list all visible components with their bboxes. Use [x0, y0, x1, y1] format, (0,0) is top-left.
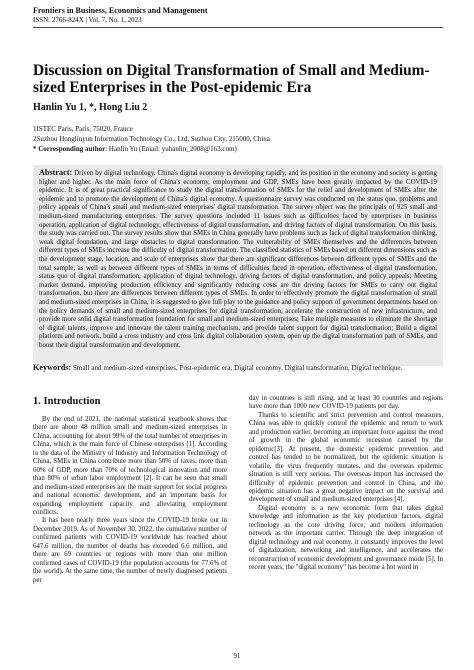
paragraph: Digital economy is a new economic form that takes digital knowledge and information as the key production factors, digital technology as the core driving force, and modern information network as the important carrier. Through the deep integration of digital technology and real economy, it constantly improves the level of digitalization, networking and intelligence, and accelerates the reconstruction of economic development and governance mode [5]. In recent years, the "digital economy" has become a hot word in — [249, 504, 443, 572]
keywords-label: Keywords: — [33, 363, 72, 372]
corresponding-author — [33, 144, 443, 154]
paragraph: day in countries is still rising, and at least 30 countries and regions have more than 1000 new COVID-19 patients per day. — [249, 395, 443, 411]
keywords-text: Small and medium-sized enterprises, Post-epidemic era, Digital economy, Digital transformation, Digital technique. — [71, 364, 403, 372]
paper-authors: Hanlin Yu 1, *, Hong Liu 2 — [33, 102, 148, 113]
journal-header — [33, 6, 443, 25]
affiliation-1: 1ISTEC Paris, Paris, 75020, France — [33, 125, 133, 133]
header-divider — [33, 27, 443, 28]
journal-issn: ISSN: 2766-824X | Vol. 7, No. 1, 2023 — [33, 16, 142, 24]
paragraph: By the end of 2021, the national statistical yearbook shows that there are about 48 million small and medium-sized enterprises in China, accounting for about 99% of the total number of enterprises in China, which is the main force of Chinese enterprises [1]. According to the data of the Ministry of Industry and Information Technology of China, SMEs in China contribute more than 50% of taxes, more than 60% of GDP, more than 70% of technological innovation and more than 80% of urban labor employment [2]. It can be seen that small and medium-sized enterprises are the main support for social progress and national economic development, and an important basis for expanding employment capacity and alleviating employment conflicts. — [33, 416, 227, 516]
paper-title: Discussion on Digital Transformation of Small and Medium-sized Enterprises in the Post-epidemic Era — [33, 62, 430, 96]
section-title-introduction: 1. Introduction — [33, 396, 101, 407]
body-column-right — [249, 395, 443, 640]
affiliation-2: 2Suzhou Honglinyun Information Technology Co., Ltd, Suzhou City, 215000, China — [33, 135, 270, 143]
abstract-box — [33, 165, 443, 366]
keywords — [33, 363, 443, 373]
corresponding-author-text: : Hanlin Yu (Email: yuhanlin_2008@163.com) — [105, 145, 237, 153]
journal-name: Frontiers in Business, Economics and Management — [33, 6, 208, 15]
paragraph: It has been nearly three years since the COVID-19 broke out in December 2019. As of November 30, 2022, the cumulative number of confirmed patients with COVID-19 worldwide has reached about 647.6 million, the number of deaths has exceeded 6.6 million, and there are 69 countries or regions with more than one million confirmed cases of COVID-19 (the population accounts for 77.6% of the world). At the same time, the number of newly diagnosed patients per — [33, 517, 227, 584]
affiliations — [33, 124, 443, 154]
body-column-left — [33, 416, 227, 640]
abstract-label: Abstract: — [39, 168, 73, 177]
corresponding-author-label: * Corresponding author — [33, 145, 106, 153]
paragraph: Thanks to scientific and strict prevention and control measures, China was able to quickly control the epidemic and return to work and production earlier, becoming an important force against the trend of growth in the global economic recession caused by the epidemic[3]. At present, the domestic epidemic prevention and control has tended to be normalized, but the epidemic situation is volatile, the virus frequently mutates, and the overseas epidemic situation is still very serious. The overseas import has increased the difficulty of epidemic prevention and control in China, and the epidemic situation has a great negative impact on the survival and development of small and medium-sized enterprises [4]. — [249, 411, 443, 504]
abstract-text: Driven by digital technology, China's digital economy is developing rapidly, and its position in the economy and society is getting higher and higher. As the main force of China's economy, employment and GDP, SMEs have been greatly impacted by the COVID-19 epidemic. It is of great practical significance to study the digital transformation of SMEs for the relief and development of SMEs after the epidemic and to promote the development of China's digital economy. A questionnaire survey was conducted on the status quo, problems and policy appeals of China's small and medium-sized enterprises' digital transformation. The survey object was the principals of 925 small and medium-sized manufacturing enterprises. The survey questions included 11 issues such as difficulties faced by enterprises in business operation, application of digital technology, effectiveness of digital transformation, and driving factors of digital transformation. On this basis, the study was carried out. The survey results show that SMEs in China generally have problems such as lack of digital transformation thinking, weak digital foundation, and large obstacles to digital transformation. The vulnerability of SMEs themselves and the differences between different types of SMEs increase the difficulty of digital transformation. The classified statistics of SMEs based on different dimensions such as the development stage, location, and scale of enterprises show that there are significant differences between different types of SMEs and the total sample, as well as between different types of SMEs in terms of difficulties faced in operation, effectiveness of digital transformation, status quo of digital transformation, application of digital technology, driving factors of digital transformation, and policy appeals; Meeting market demand, improving production efficiency and significantly reducing costs are the driving factors for SMEs to carry out digital transformation, but there are differences between different types of SMEs. In order to effectively promote the digital transformation of small and medium-sized enterprises in China, it is suggested to give full play to the guidance and policy support of government departments based on the policy demands of small and medium-sized enterprises for digital transformation, accelerate the construction of new infrastructure, and provide more solid digital transformation foundation for small and medium-sized enterprises; Take multiple measures to eliminate the shortage of digital talents, improve and innovate the talent training mechanism, and provide talent support for digital transformation; Build a digital platform and network, build a cross industry and cross link digital collaboration system, open up the digital transformation path of SMEs, and boost their digital transformation and development. — [39, 170, 437, 349]
page-number: 91 — [233, 652, 241, 660]
